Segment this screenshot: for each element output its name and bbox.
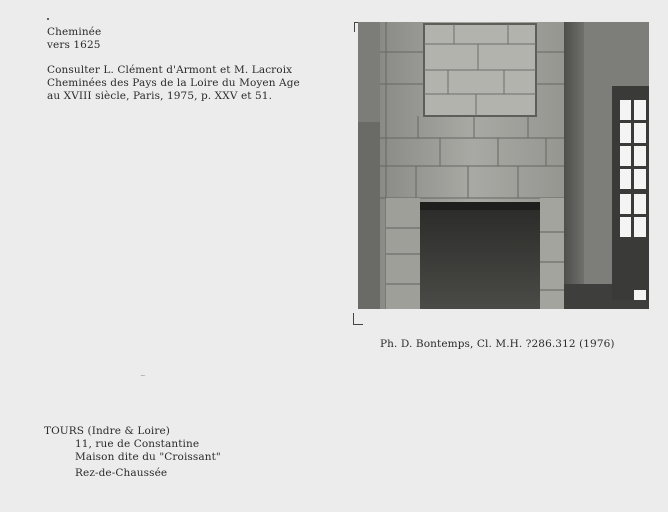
hearth-lintel-shadow bbox=[420, 202, 540, 210]
photo-caption: Ph. D. Bontemps, Cl. M.H. ?286.312 (1976) bbox=[380, 338, 615, 350]
bullet-mark bbox=[47, 18, 49, 20]
reference-line-1: Consulter L. Clément d'Armont et M. Lacroix bbox=[47, 64, 293, 76]
reference-line-3: au XVIII siècle, Paris, 1975, p. XXV et 51. bbox=[47, 90, 273, 102]
location-building: Maison dite du "Croissant" bbox=[75, 451, 221, 463]
location-floor: Rez-de-Chaussée bbox=[75, 467, 168, 479]
fireplace-photo bbox=[358, 22, 649, 309]
card-date: vers 1625 bbox=[47, 39, 101, 51]
paper-speck: ~ bbox=[140, 372, 146, 380]
right-jamb bbox=[540, 198, 564, 309]
hearth-opening bbox=[420, 202, 540, 309]
card-title: Cheminée bbox=[47, 26, 102, 38]
crop-mark-top-left bbox=[354, 22, 355, 32]
crop-mark-bottom-left-h bbox=[353, 324, 363, 325]
corner-shadow bbox=[564, 22, 584, 309]
reference-line-2: Cheminées des Pays de la Loire du Moyen Age bbox=[47, 77, 300, 89]
fireplace-photo-drawing bbox=[358, 22, 649, 309]
left-wall-shadow bbox=[358, 122, 380, 309]
location-city: TOURS (Indre & Loire) bbox=[44, 425, 170, 437]
location-address: 11, rue de Constantine bbox=[75, 438, 200, 450]
